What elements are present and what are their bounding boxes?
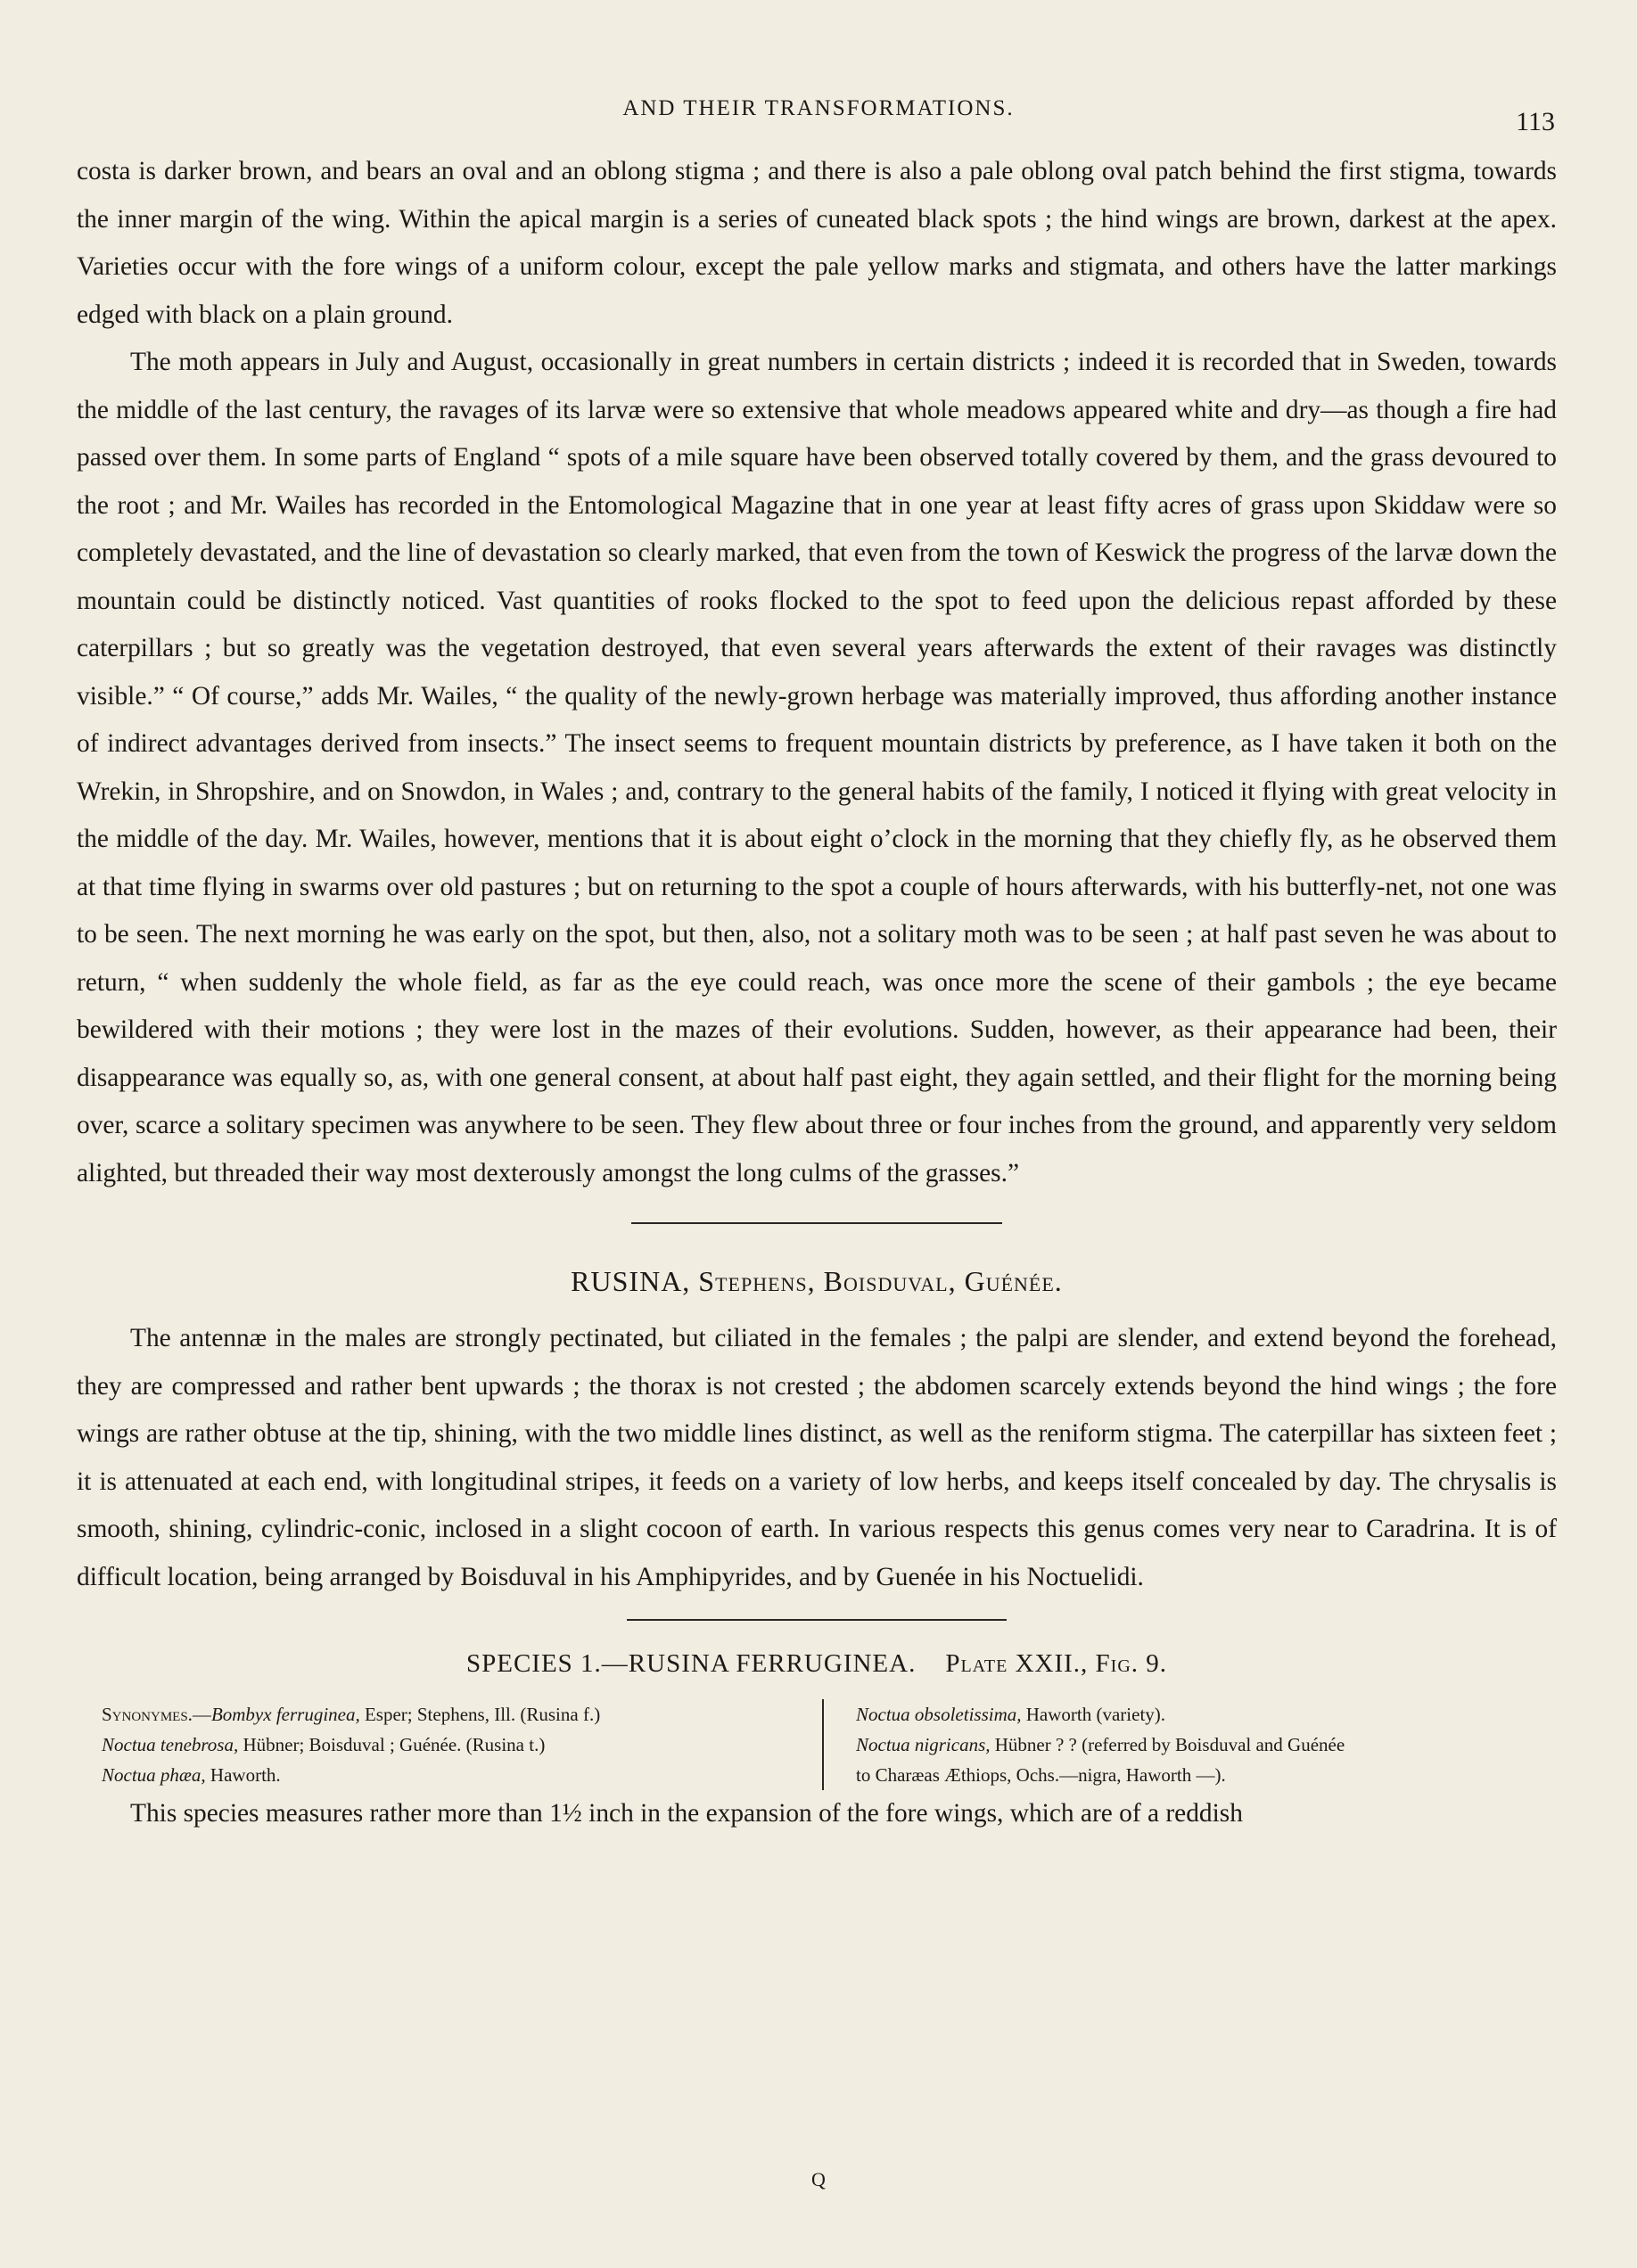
genus-authors: Stephens, Boisduval, Guénée. [698, 1265, 1063, 1297]
genus-description: The antennæ in the males are strongly pectinated, but ciliated in the females ; the palpi are slender, and extend beyond the forehead, they are compressed and rather bent upwards ; the thorax is not crested ; the abdomen scarcely extends beyond the hind wings ; the fore wings are rather obtuse at the tip, shining, with the two middle lines distinct, as well as the reniform stigma. The caterpillar has sixteen feet ; it is attenuated at each end, with longitudinal stripes, it feeds on a variety of low herbs, and keeps itself concealed by day. The chrysalis is smooth, shining, cylindric-conic, inclosed in a slight cocoon of earth. In various respects this genus comes very near to Caradrina. It is of difficult location, being arranged by Boisduval in his Amphipyrides, and by Guenée in his Noctuelidi. [77, 1324, 1557, 1591]
synonym-line: Synonymes.—Bombyx ferruginea, Esper; Stephens, Ill. (Rusina f.) [102, 1704, 601, 1725]
species-divider [627, 1619, 1007, 1621]
running-head: AND THEIR TRANSFORMATIONS. [622, 96, 1015, 120]
synonym-line: Noctua tenebrosa, Hübner; Boisduval ; Guénée. (Rusina t.) [102, 1734, 546, 1755]
species-heading [77, 1637, 1557, 1690]
genus-name: RUSINA, [571, 1265, 691, 1297]
synonyms-block [77, 1699, 1557, 1790]
body-text [77, 148, 1557, 1838]
section-divider [631, 1222, 1002, 1224]
page-number: 113 [1516, 107, 1555, 136]
synonyms-right-column [824, 1699, 1557, 1790]
paragraph-2: The moth appears in July and August, occasionally in great numbers in certain districts ; indeed it is recorded that in Sweden, towards the middle of the last century, the ravages of its larvæ were so extensive that whole meadows appeared white and dry—as though a fire had passed over them. In some parts of England “ spots of a mile square have been observed totally covered by them, and the grass devoured to the root ; and Mr. Wailes has recorded in the Entomological Magazine that in one year at least fifty acres of grass upon Skiddaw were so completely devastated, and the line of devastation so clearly marked, that even from the town of Keswick the progress of the larvæ down the mountain could be distinctly noticed. Vast quantities of rooks flocked to the spot to feed upon the delicious repast afforded by these caterpillars ; but so greatly was the vegetation destroyed, that even several years afterwards the extent of their ravages was distinctly visible.” “ Of course,” adds Mr. Wailes, “ the quality of the newly-grown herbage was materially improved, thus affording another instance of indirect advantages derived from insects.” The insect seems to frequent mountain districts by preference, as I have taken it both on the Wrekin, in Shropshire, and on Snowdon, in Wales ; and, contrary to the general habits of the family, I noticed it flying with great velocity in the middle of the day. Mr. Wailes, however, mentions that it is about eight o’clock in the morning that they chiefly fly, as he observed them at that time flying in swarms over old pastures ; but on returning to the spot a couple of hours afterwards, with his butterfly-net, not one was to be seen. The next morning he was early on the spot, but then, also, not a solitary moth was to be seen ; at half past seven he was about to return, “ when suddenly the whole field, as far as the eye could reach, was once more the scene of their gambols ; the eye became bewildered with their motions ; they were lost in the mazes of their evolutions. Sudden, however, as their appearance had been, their disappearance was equally so, as, with one general consent, at about half past eight, they again settled, and their flight for the morning being over, scarce a solitary specimen was anywhere to be seen. They flew about three or four inches from the ground, and apparently very seldom alighted, but threaded their way most dexterously amongst the long culms of the grasses.” [77, 348, 1557, 1187]
species-plate: Plate XXII., Fig. 9. [945, 1649, 1168, 1678]
synonym-line: Noctua nigricans, Hübner ? ? (referred by Boisduval and Guénée [856, 1734, 1345, 1755]
page-header [0, 96, 1637, 136]
synonym-line: Noctua phæa, Haworth. [102, 1764, 281, 1786]
synonym-line: Noctua obsoletissima, Haworth (variety). [856, 1704, 1166, 1725]
signature-mark: Q [811, 2168, 826, 2190]
paragraph-1: costa is darker brown, and bears an oval and an oblong stigma ; and there is also a pale oblong oval patch behind the first stigma, towards the inner margin of the wing. Within the apical margin is a series of cuneated black spots ; the hind wings are brown, darkest at the apex. Varieties occur with the fore wings of a uniform colour, except the pale yellow marks and stigmata, and others have the latter markings edged with black on a plain ground. [77, 157, 1557, 329]
genus-heading [77, 1254, 1557, 1308]
species-title: SPECIES 1.—RUSINA FERRUGINEA. [465, 1649, 917, 1678]
synonyms-left-column [77, 1699, 824, 1790]
species-description: This species measures rather more than 1½ inch in the expansion of the fore wings, which are of a reddish [130, 1799, 1243, 1828]
synonym-line: to Charæas Æthiops, Ochs.—nigra, Haworth —). [856, 1764, 1226, 1786]
